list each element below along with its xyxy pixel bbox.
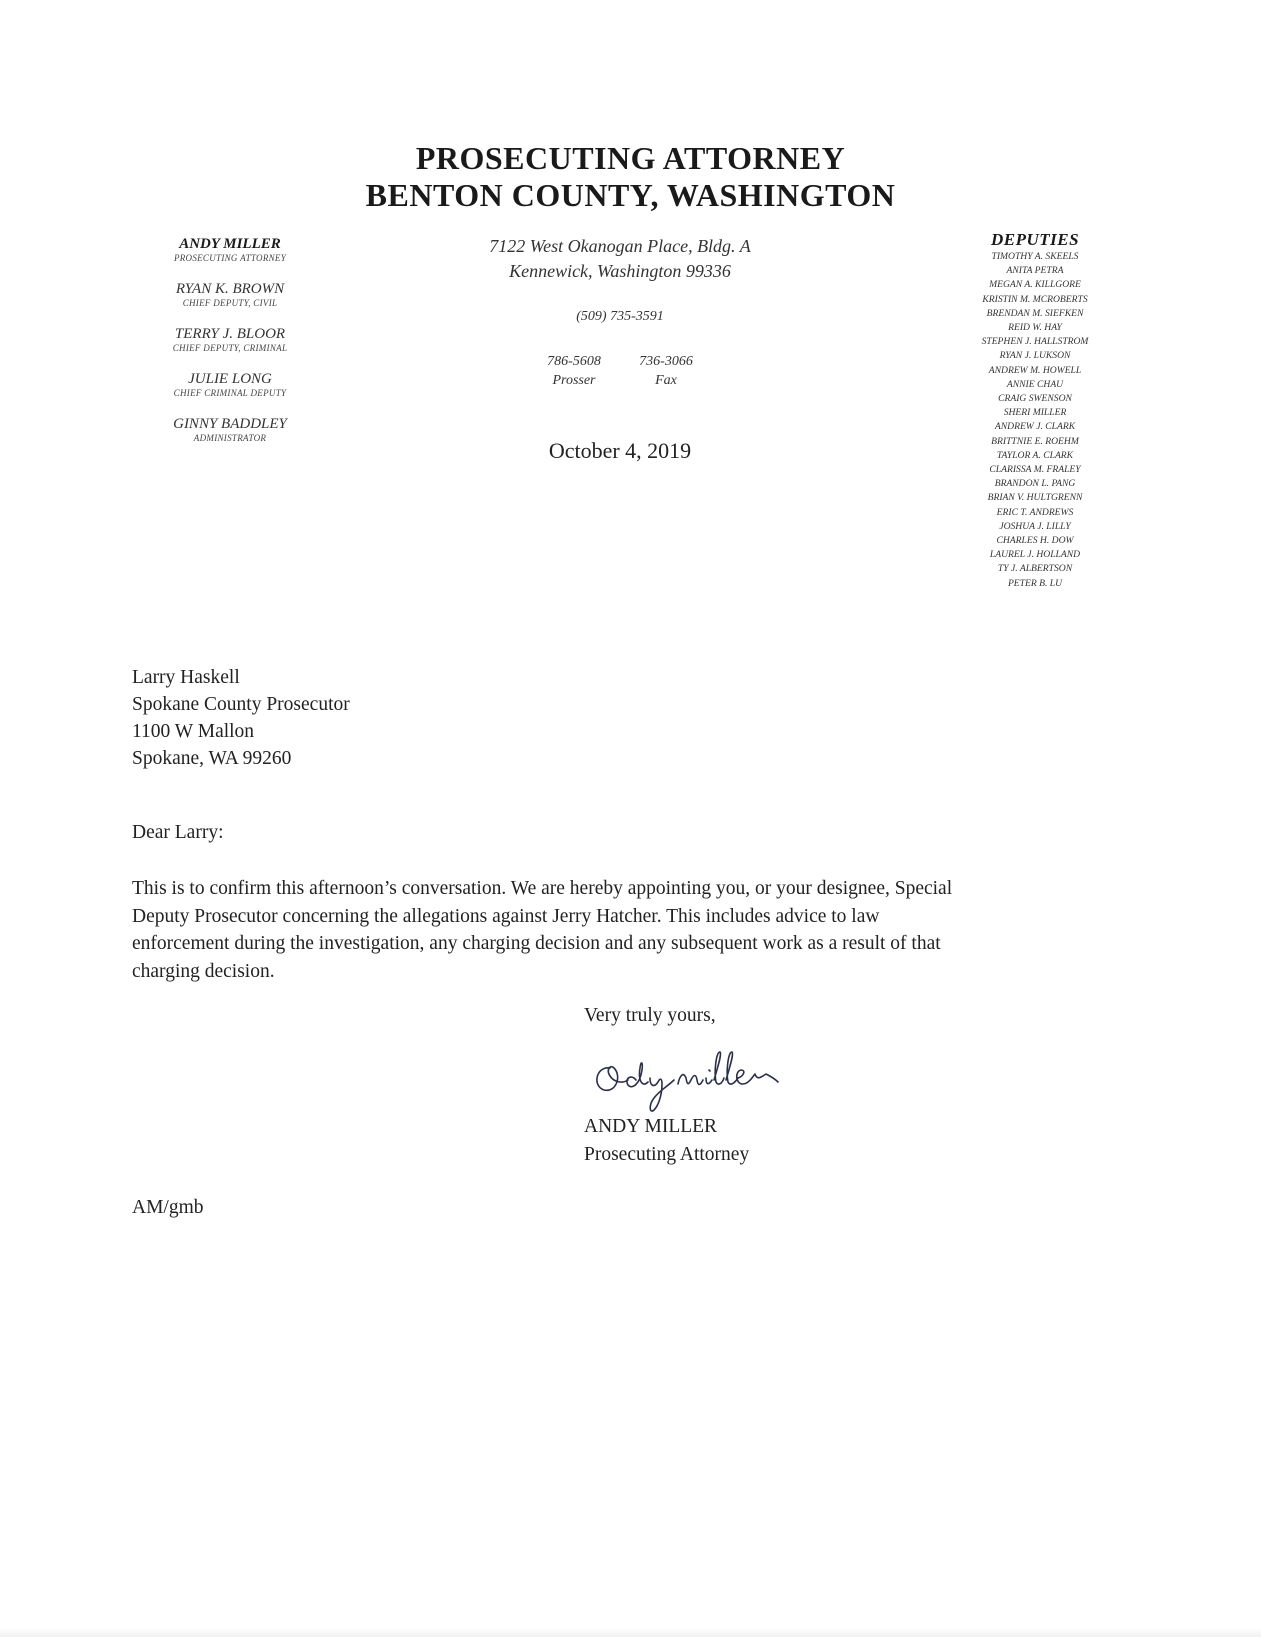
scan-edge (0, 1628, 1261, 1637)
deputy-name: JOSHUA J. LILLY (999, 520, 1071, 532)
body-line: Deputy Prosecutor concerning the allegations against Jerry Hatcher. This includes advice to law (132, 905, 880, 927)
deputy-name: BRIAN V. HULTGRENN (987, 492, 1083, 504)
deputy-name: TIMOTHY A. SKEELS (991, 251, 1079, 262)
deputy-name: CHARLES H. DOW (996, 535, 1074, 547)
recipient-city: Spokane, WA 99260 (132, 748, 292, 769)
deputy-name: LAUREL J. HOLLAND (989, 549, 1081, 561)
staff-entry (130, 371, 330, 399)
recipient-street: 1100 W Mallon (132, 721, 255, 742)
deputy-name: CRAIG SWENSON (998, 393, 1072, 405)
staff-name: RYAN K. BROWN (175, 281, 285, 297)
signer-title: Prosecuting Attorney (584, 1144, 750, 1165)
staff-title: ADMINISTRATOR (193, 433, 267, 443)
office-contact (430, 234, 810, 390)
body-line: This is to confirm this afternoon’s conversation. We are hereby appointing you, or your designee, Special (132, 878, 953, 899)
deputy-name: ERIC T. ANDREWS (996, 506, 1074, 518)
prosser-phone (543, 352, 605, 390)
staff-entry (130, 416, 330, 444)
letterhead-title-line2: BENTON COUNTY, WASHINGTON (365, 177, 896, 213)
staff-entry (130, 236, 330, 264)
staff-title: CHIEF CRIMINAL DEPUTY (173, 388, 287, 398)
deputy-name: STEPHEN J. HALLSTROM (981, 336, 1089, 348)
office-phone: (509) 735-3591 (576, 309, 664, 324)
deputies-column (925, 230, 1145, 591)
letterhead-title (0, 140, 1261, 214)
deputies-list (925, 250, 1145, 591)
deputy-name: TY J. ALBERTSON (997, 563, 1073, 575)
letter-date: October 4, 2019 (548, 438, 692, 463)
deputy-name: RYAN J. LUKSON (999, 350, 1071, 362)
recipient-name: Larry Haskell (132, 667, 240, 688)
deputy-name: ANDREW M. HOWELL (988, 364, 1082, 376)
staff-name: JULIE LONG (188, 371, 272, 387)
deputy-name: KRISTIN M. MCROBERTS (982, 293, 1088, 305)
staff-name: TERRY J. BLOOR (174, 326, 286, 342)
deputy-name: ANNIE CHAU (1006, 378, 1064, 390)
deputy-name: CLARISSA M. FRALEY (989, 464, 1081, 476)
salutation: Dear Larry: (132, 822, 224, 843)
fax-number: 736-3066 (639, 354, 693, 369)
deputy-name: BRITTNIE E. ROEHM (991, 435, 1079, 447)
signer-name: ANDY MILLER (584, 1116, 718, 1137)
deputy-name: TAYLOR A. CLARK (996, 449, 1074, 461)
staff-entry (130, 281, 330, 309)
deputy-name: REID W. HAY (1008, 322, 1062, 334)
secondary-phones (430, 352, 810, 390)
body-line: enforcement during the investigation, any charging decision and any subsequent work as a result of that (132, 933, 941, 954)
staff-name: GINNY BADDLEY (173, 416, 287, 432)
prosser-label: Prosser (552, 373, 596, 388)
deputy-name: BRANDON L. PANG (994, 478, 1076, 490)
prosser-number: 786-5608 (547, 354, 601, 369)
reference-initials: AM/gmb (132, 1197, 204, 1218)
letterhead-title-line1: PROSECUTING ATTORNEY (415, 140, 846, 176)
letter-body (132, 875, 1092, 985)
staff-title: CHIEF DEPUTY, CRIMINAL (172, 343, 288, 353)
fax-label: Fax (655, 373, 677, 388)
signature-block (584, 1113, 749, 1169)
staff-column (130, 236, 330, 461)
deputy-name: MEGAN A. KILLGORE (989, 279, 1081, 291)
office-address-line2: Kennewick, Washington 99336 (509, 261, 731, 281)
deputies-heading: DEPUTIES (990, 230, 1080, 249)
deputy-name: ANITA PETRA (1006, 265, 1064, 277)
staff-name: ANDY MILLER (179, 236, 281, 252)
closing: Very truly yours, (584, 1005, 716, 1026)
recipient-title: Spokane County Prosecutor (132, 694, 350, 715)
staff-title: CHIEF DEPUTY, CIVIL (182, 298, 278, 308)
deputy-name: SHERI MILLER (1003, 407, 1067, 419)
deputy-name: ANDREW J. CLARK (994, 421, 1076, 433)
fax-phone (635, 352, 697, 390)
deputy-name: BRENDAN M. SIEFKEN (986, 307, 1084, 319)
recipient-address (132, 664, 350, 772)
staff-entry (130, 326, 330, 354)
deputy-name: PETER B. LU (1007, 577, 1063, 589)
office-address-line1: 7122 West Okanogan Place, Bldg. A (489, 236, 751, 256)
body-line: charging decision. (132, 960, 275, 982)
staff-title: PROSECUTING ATTORNEY (173, 253, 287, 263)
